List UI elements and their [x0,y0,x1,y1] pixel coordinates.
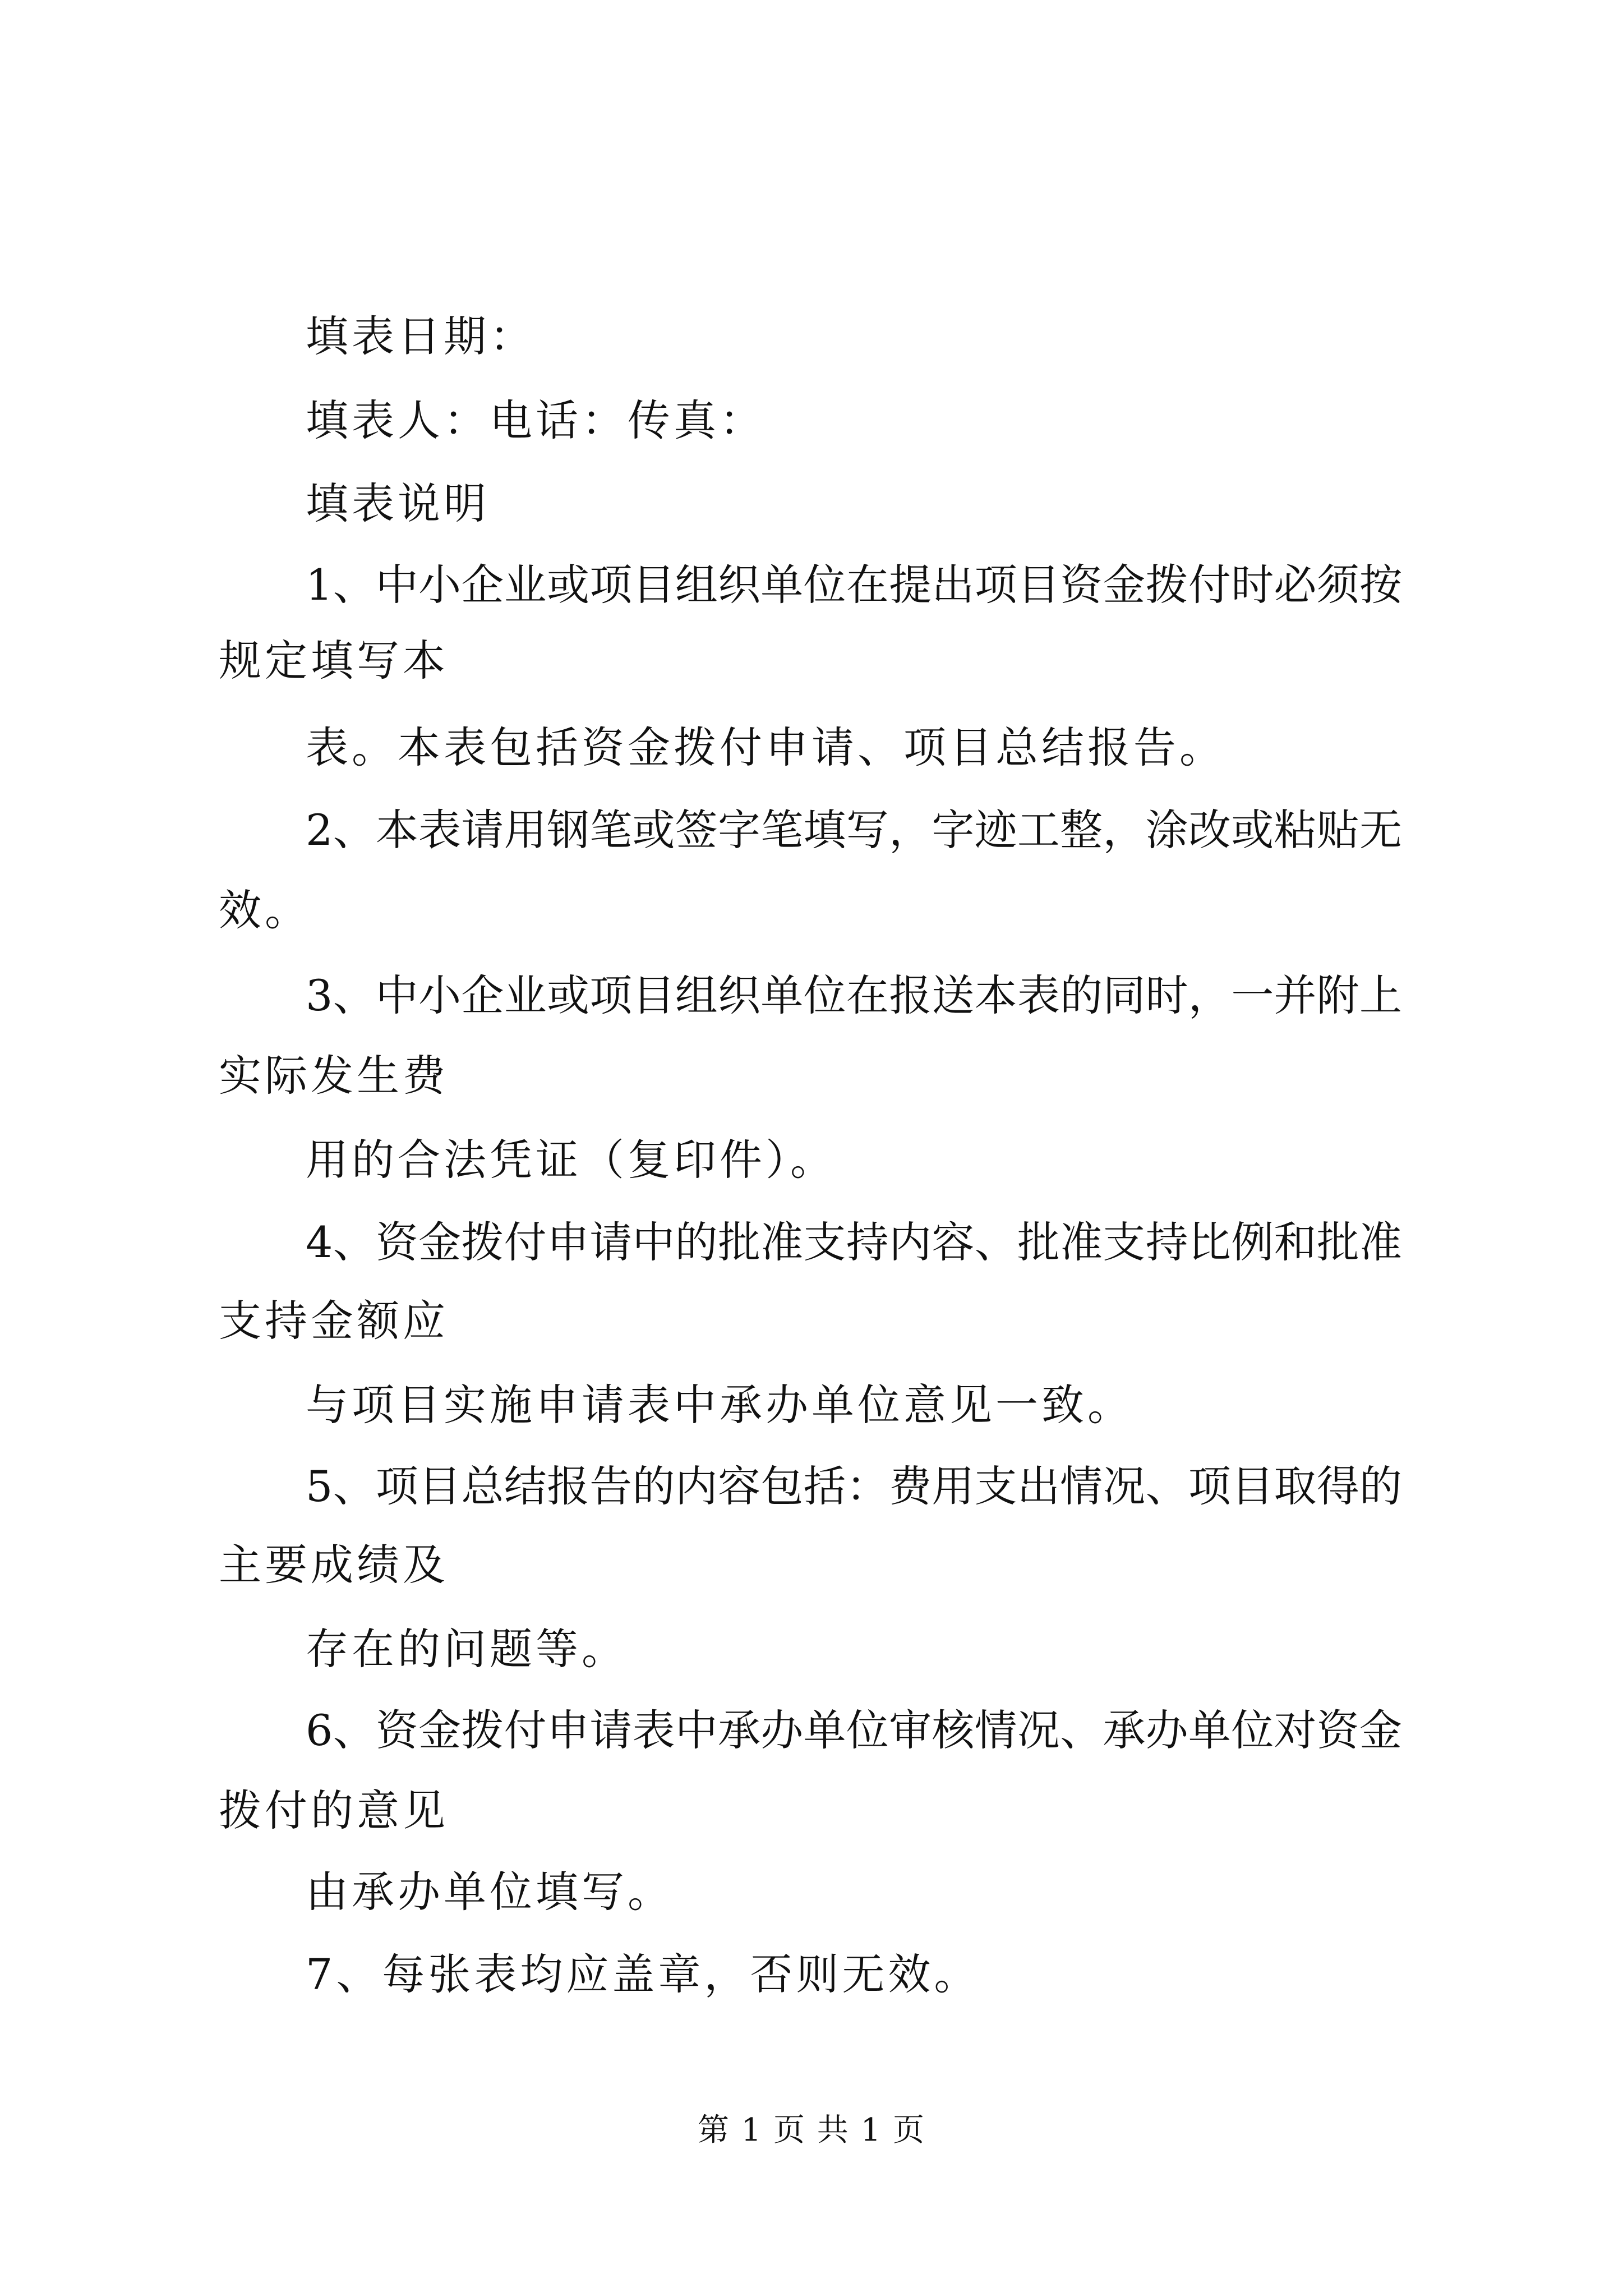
instructions-heading: 填表说明 [306,478,490,528]
instruction-item-5-cont: 主要成绩及 [219,1540,449,1590]
instruction-item-4: 4、资金拨付申请中的批准支持内容、批准支持比例和批准 [306,1217,1402,1267]
instruction-item-4-cont2: 与项目实施申请表中承办单位意见一致。 [306,1380,1133,1430]
instruction-item-2-cont: 效。 [219,885,311,935]
page-number-footer: 第 1 页 共 1 页 [697,2112,926,2148]
instruction-item-2: 2、本表请用钢笔或签字笔填写，字迹工整，涂改或粘贴无 [306,805,1402,855]
filler-contact-label: 填表人：电话：传真： [306,395,766,445]
fill-date-label: 填表日期： [306,311,536,361]
instruction-item-5-cont2: 存在的问题等。 [306,1624,628,1674]
instruction-item-3-cont: 实际发生费 [219,1051,449,1101]
instruction-item-6-cont: 拨付的意见 [219,1786,449,1835]
instruction-item-1: 1、中小企业或项目组织单位在提出项目资金拨付时必须按 [306,560,1402,610]
instruction-item-7: 7、每张表均应盖章，否则无效。 [306,1949,980,1999]
instruction-item-1-cont: 规定填写本 [219,636,449,685]
instruction-item-5: 5、项目总结报告的内容包括：费用支出情况、项目取得的 [306,1461,1402,1511]
instruction-item-3: 3、中小企业或项目组织单位在报送本表的同时，一并附上 [306,970,1402,1020]
instruction-item-3-cont2: 用的合法凭证（复印件）。 [306,1135,836,1185]
instruction-item-6: 6、资金拨付申请表中承办单位审核情况、承办单位对资金 [306,1705,1402,1755]
instruction-item-6-cont2: 由承办单位填写。 [306,1867,674,1917]
instruction-item-4-cont: 支持金额应 [219,1296,449,1346]
instruction-item-1-cont2: 表。本表包括资金拨付申请、项目总结报告。 [306,723,1225,772]
